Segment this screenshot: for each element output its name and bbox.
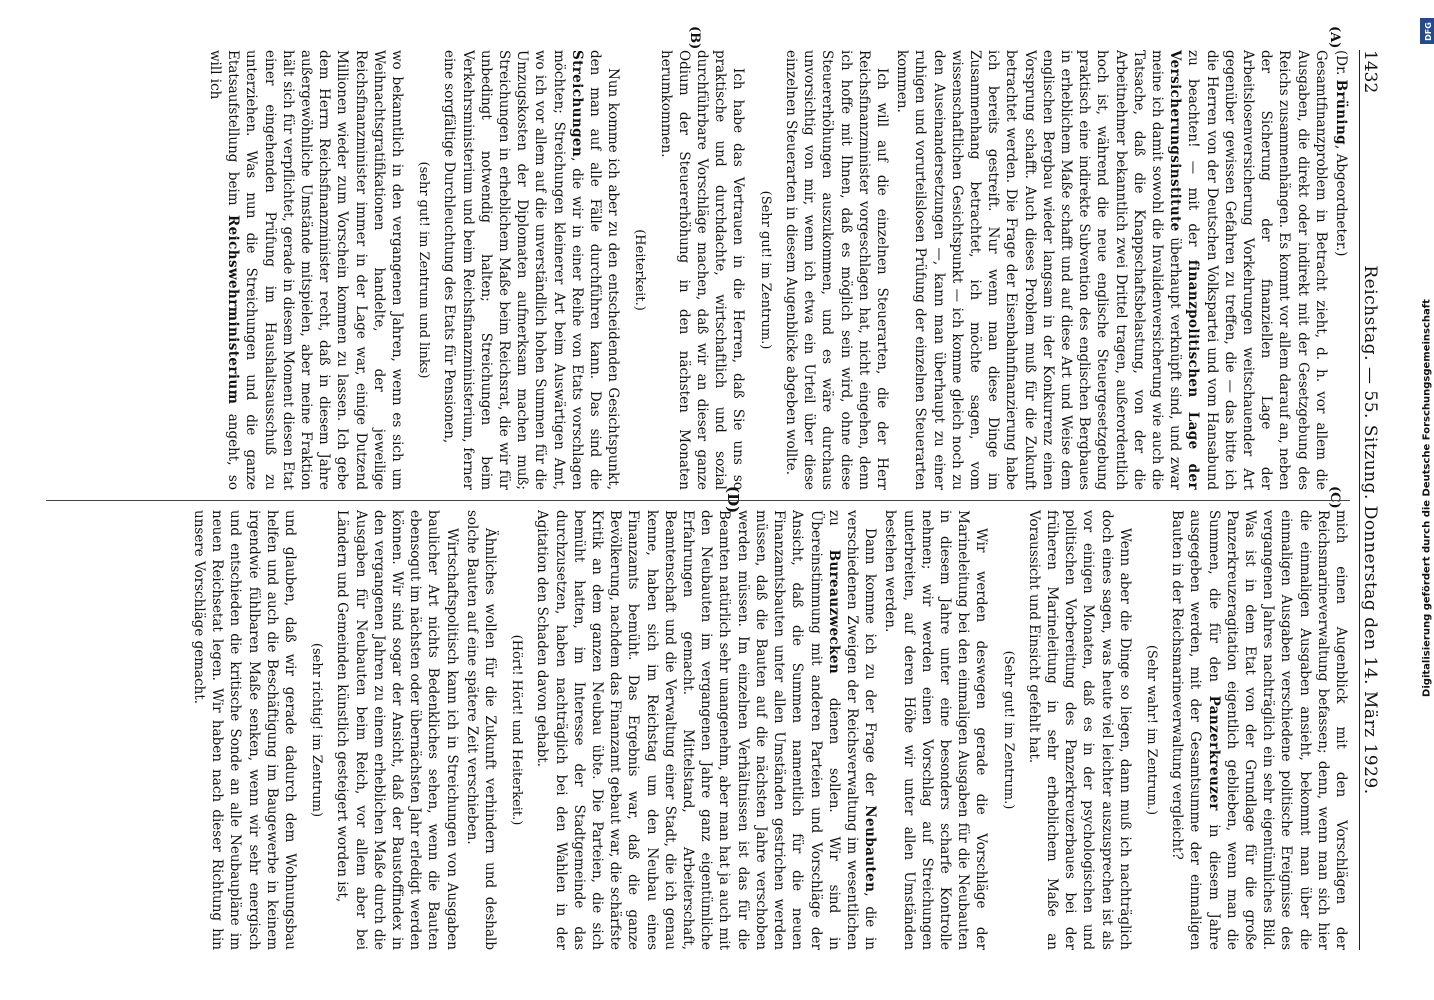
paragraph: Wenn aber die Dinge so liegen, dann muß ich nachträglich doch eines sagen, was heute viel leichter auszusprechen ist als vor einigen Monaten, daß es in der psychologischen und politischen Vorbereitung des Panzerkreuzerbaues bei der früheren Marineleitung in sehr erheblichem Maße an Voraussicht und Einsicht gefehlt hat. <box>1025 510 1133 950</box>
paragraph: Wir werden deswegen gerade die Vorschläge der Marineleitung bei den einmaligen Ausgaben für die Neubauten in diesem Jahre unter eine besonders scharfe Kontrolle nehmen; wir werden einen Vorschlag auf Streichungen unterbreiten, auf deren Höhe wir unter allen Umständen bestehen werden. <box>882 510 990 950</box>
paragraph: Ähnliches wollen für die Zukunft verhindern und deshalb solche Bauten auf eine spätere Zeit verschieben. <box>463 510 499 950</box>
paragraph: Dann komme ich zu der Frage der Neubauten, die in verschiedenen Zweigen der Reichsverwaltung im wesentlichen zu Bureauzwecken dienen sollen. Wir sind in Übereinstimmung mit anderen Parteien und Vorschläge der Ansicht, daß die Summen namentlich für die neuen Finanzamtsbauten unter allen Umständen gestrichen werden müssen, daß die Bauten auf die nächsten Jahre verschoben werden müssen. Im einzelnen Verhältnissen ist das für die Beamten natürlich sehr unangenehm, aber man hat ja auch mit den Neubauten im vergangenen Jahre ganz eigentümliche Erfahrungen gemacht. Mittelstand, Arbeiterschaft, Beamtenschaft und die Verwaltung einer Stadt, die ich genau kenne, haben sich im Reichstag um den Neubau eines Finanzamts bemüht. Das Ergebnis war, daß die ganze Bevölkerung, nachdem das Finanzamt gebaut war, die schärfste Kritik an dem ganzen Neubau übte. Die Parteien, die sich bemüht hatten, im Interesse der Stadtgemeinde das durchzusetzen, haben nachträglich bei den Wahlen in der Agitation den Schaden davon gehabt. <box>534 510 879 950</box>
paragraph: Wirtschaftspolitisch kann ich in Streichungen von Ausgaben baulicher Art nichts Bedenkliches sehen, wenn die Bauten ebensogut im nächsten oder übernächsten Jahr erledigt werden können. Wir sind sogar der Ansicht, daß der Baustoffindex in den vergangenen Jahren zu einem erheblichen Maße durch die Ausgaben für Neubauten beim Reich, vor allem aber bei Ländern und Gemeinden künstlich gesteigert worden ist, <box>334 510 460 950</box>
interjection: (Sehr gut! im Zentrum.) <box>1000 650 1016 810</box>
margin-mark-b: (B) <box>687 26 702 50</box>
paragraph: Ich will auf die einzelnen Steuerarten, die der Herr Reichsfinanzminister vorgeschlagen hat, nicht eingehen, denn ich hoffe mit Ihnen, daß es möglich sein wird, ohne diese Steuererhöhungen auszukommen, und es wäre durchaus unvorsichtig von mir, wenn ich etwa ein Urteil über diese einzelnen Steuerarten in diesem Augenblicke abgeben wollte. <box>782 50 890 490</box>
interjection: (Hört! Hört! und Heiterkeit.) <box>509 634 525 826</box>
margin-mark-c: (C) <box>1327 486 1342 509</box>
paragraph: und glauben, daß wir gerade dadurch dem Wohnungsbau helfen und auch die Beschäftigung im Baugewerbe in keinem irgendwie fühlbaren Maße senken, wenn wir sehr energisch und entschieden die kritische Sonde an alle Neubaupläne im neuen Reichsetat legen. Wir haben nach dieser Richtung hin unsere Vorschläge gemacht. <box>191 510 299 950</box>
paragraph: Nun komme ich aber zu den entscheidenden Gesichtspunkt, den man auf alle Fälle durchführen kann. Das sind die Streichungen, die wir in einer Reihe von Etats vorschlagen möchten; Streichungen kleinerer Art beim Auswärtigen Amt, wo ich vor allem auf die unverständlich hohen Summen für die Umzugskosten der Diplomaten aufmerksam machen muß; Streichungen in erheblichem Maße beim Reichsrat, die wir für unbedingt notwendig halten; Streichungen beim Verkehrsministerium und beim Reichsfinanzministerium, ferner eine sorgfältige Durchleuchtung des Etats für Pensionen, <box>441 50 622 490</box>
margin-mark-d: (D) <box>724 486 742 514</box>
interjection: (sehr gut! im Zentrum und links) <box>416 161 432 379</box>
interjection: (Sehr wahr! im Zentrum.) <box>1143 644 1159 816</box>
digitization-caption: Digitalisierung gefördert durch die Deutsche Forschungsgemeinschaft <box>1421 299 1433 697</box>
speaker-name: Brüning <box>1333 79 1349 145</box>
left-column <box>46 50 1350 490</box>
interjection: (Sehr gut! im Zentrum.) <box>757 190 773 350</box>
interjection: (Heiterkeit.) <box>632 229 648 311</box>
margin-mark-a: (A) <box>1327 26 1342 49</box>
paragraph: mich einen Augenblick mit den Vorschlägen der Reichsmarineverwaltung befassen; denn, wenn man sich hier die einmaligen Ausgaben ansieht, bekommt man über die einmaligen Ausgaben verschiedene politische Ereignisse des vergangenen Jahres nachträglich ein sehr eigentümliches Bild. Was ist in dem Etat von der Grundlage für die große Panzerkreuzeragitation eigentlich geblieben, wenn man die Summen, die für den Panzerkreuzer in diesem Jahre ausgegeben werden, mit der Gesamtsumme der einmaligen Bauten in der Reichsmarineverwaltung vergleicht? <box>1169 510 1349 950</box>
speaker-line: (Dr. Brüning, Abgeordneter.) <box>1333 50 1349 257</box>
page-header <box>1359 50 1394 950</box>
column-divider <box>46 500 1350 501</box>
interjection: (sehr richtig! im Zentrum) <box>309 642 325 818</box>
right-column <box>46 510 1350 950</box>
dfg-logo: DFG <box>1420 18 1434 44</box>
paragraph: Ich habe das Vertrauen in die Herren, daß Sie uns so praktische und durchdachte, wirtschaftlich und sozial durchführbare Vorschläge machen, daß wir an dieser ganze Odium der Steuererhöhung in den nächsten Monaten herumkommen. <box>657 50 747 490</box>
dfg-sidebar <box>1412 8 1434 988</box>
page-title: Reichstag. — 55. Sitzung. Donnerstag den 14. März 1929. <box>1360 265 1380 795</box>
document-page <box>32 20 1402 980</box>
paragraph: Gesamtfinanzproblem in Betracht zieht, d. h. vor allem die Ausgaben, die direkt oder indirekt mit der Gesetzgebung des Reichs zusammenhängen. Es kommt vor allem darauf an, neben der Sicherung der finanziellen Lage der Arbeitslosenversicherung Vorkehrungen weitschauender Art gegenüber gewissen Gefahren zu treffen, die — das bitte ich die Herren von der Deutschen Volkspartei und vom Hansabund zu beachten! — mit der finanzpolitischen Lage der Versicherungsinstitute überhaupt verknüpft sind, und zwar meine ich damit sowohl die Invalidenversicherung wie auch die Tatsache, daß die Knappschaftsbelastung, von der die Arbeitnehmer bekanntlich zwei Drittel tragen, außerordentlich hoch ist, während die neue englische Steuergesetzgebung praktisch eine indirekte Subvention des englischen Bergbaues in erheblichem Maße schafft und auf diese Art und Weise dem englischen Bergbau wieder langsam in der Konkurrenz einen Vorsprung schafft. Auch dieses Problem muß für die Zukunft betrachtet werden. Die Frage der Eisenbahnfinanzierung habe ich bereits gestreift. Nur wenn man diese Dinge im Zusammenhang betrachtet, ich möchte sagen, vom wissenschaftlichen Gesichtspunkt — ich komme gleich noch zu den Auseinandersetzungen —, kann man überhaupt zu einer ruhigen und vorurteilslosen Prüfung der einzelnen Steuerarten kommen. <box>894 50 1329 490</box>
page-number: 1432 <box>1360 50 1380 94</box>
paragraph: wo bekanntlich in den vergangenen Jahren, wenn es sich um Weihnachtsgratifikationen handelte, der jeweilige Reichsfinanzminister immer in der Lage war, einige Dutzend Millionen wieder zum Vorschein kommen zu lassen. Ich gebe dem Herrn Reichsfinanzminister recht, daß in diesem Jahre außergewöhnliche Umstände mitspielen, aber meine Fraktion hält sich für verpflichtet, gerade in diesem Moment diesen Etat einer eingehenden Prüfung im Haushaltsausschuß zu unterziehen. Was nun die Streichungen und die ganze Etatsaufstellung beim Reichswehrministerium angeht, so will ich <box>207 50 406 490</box>
